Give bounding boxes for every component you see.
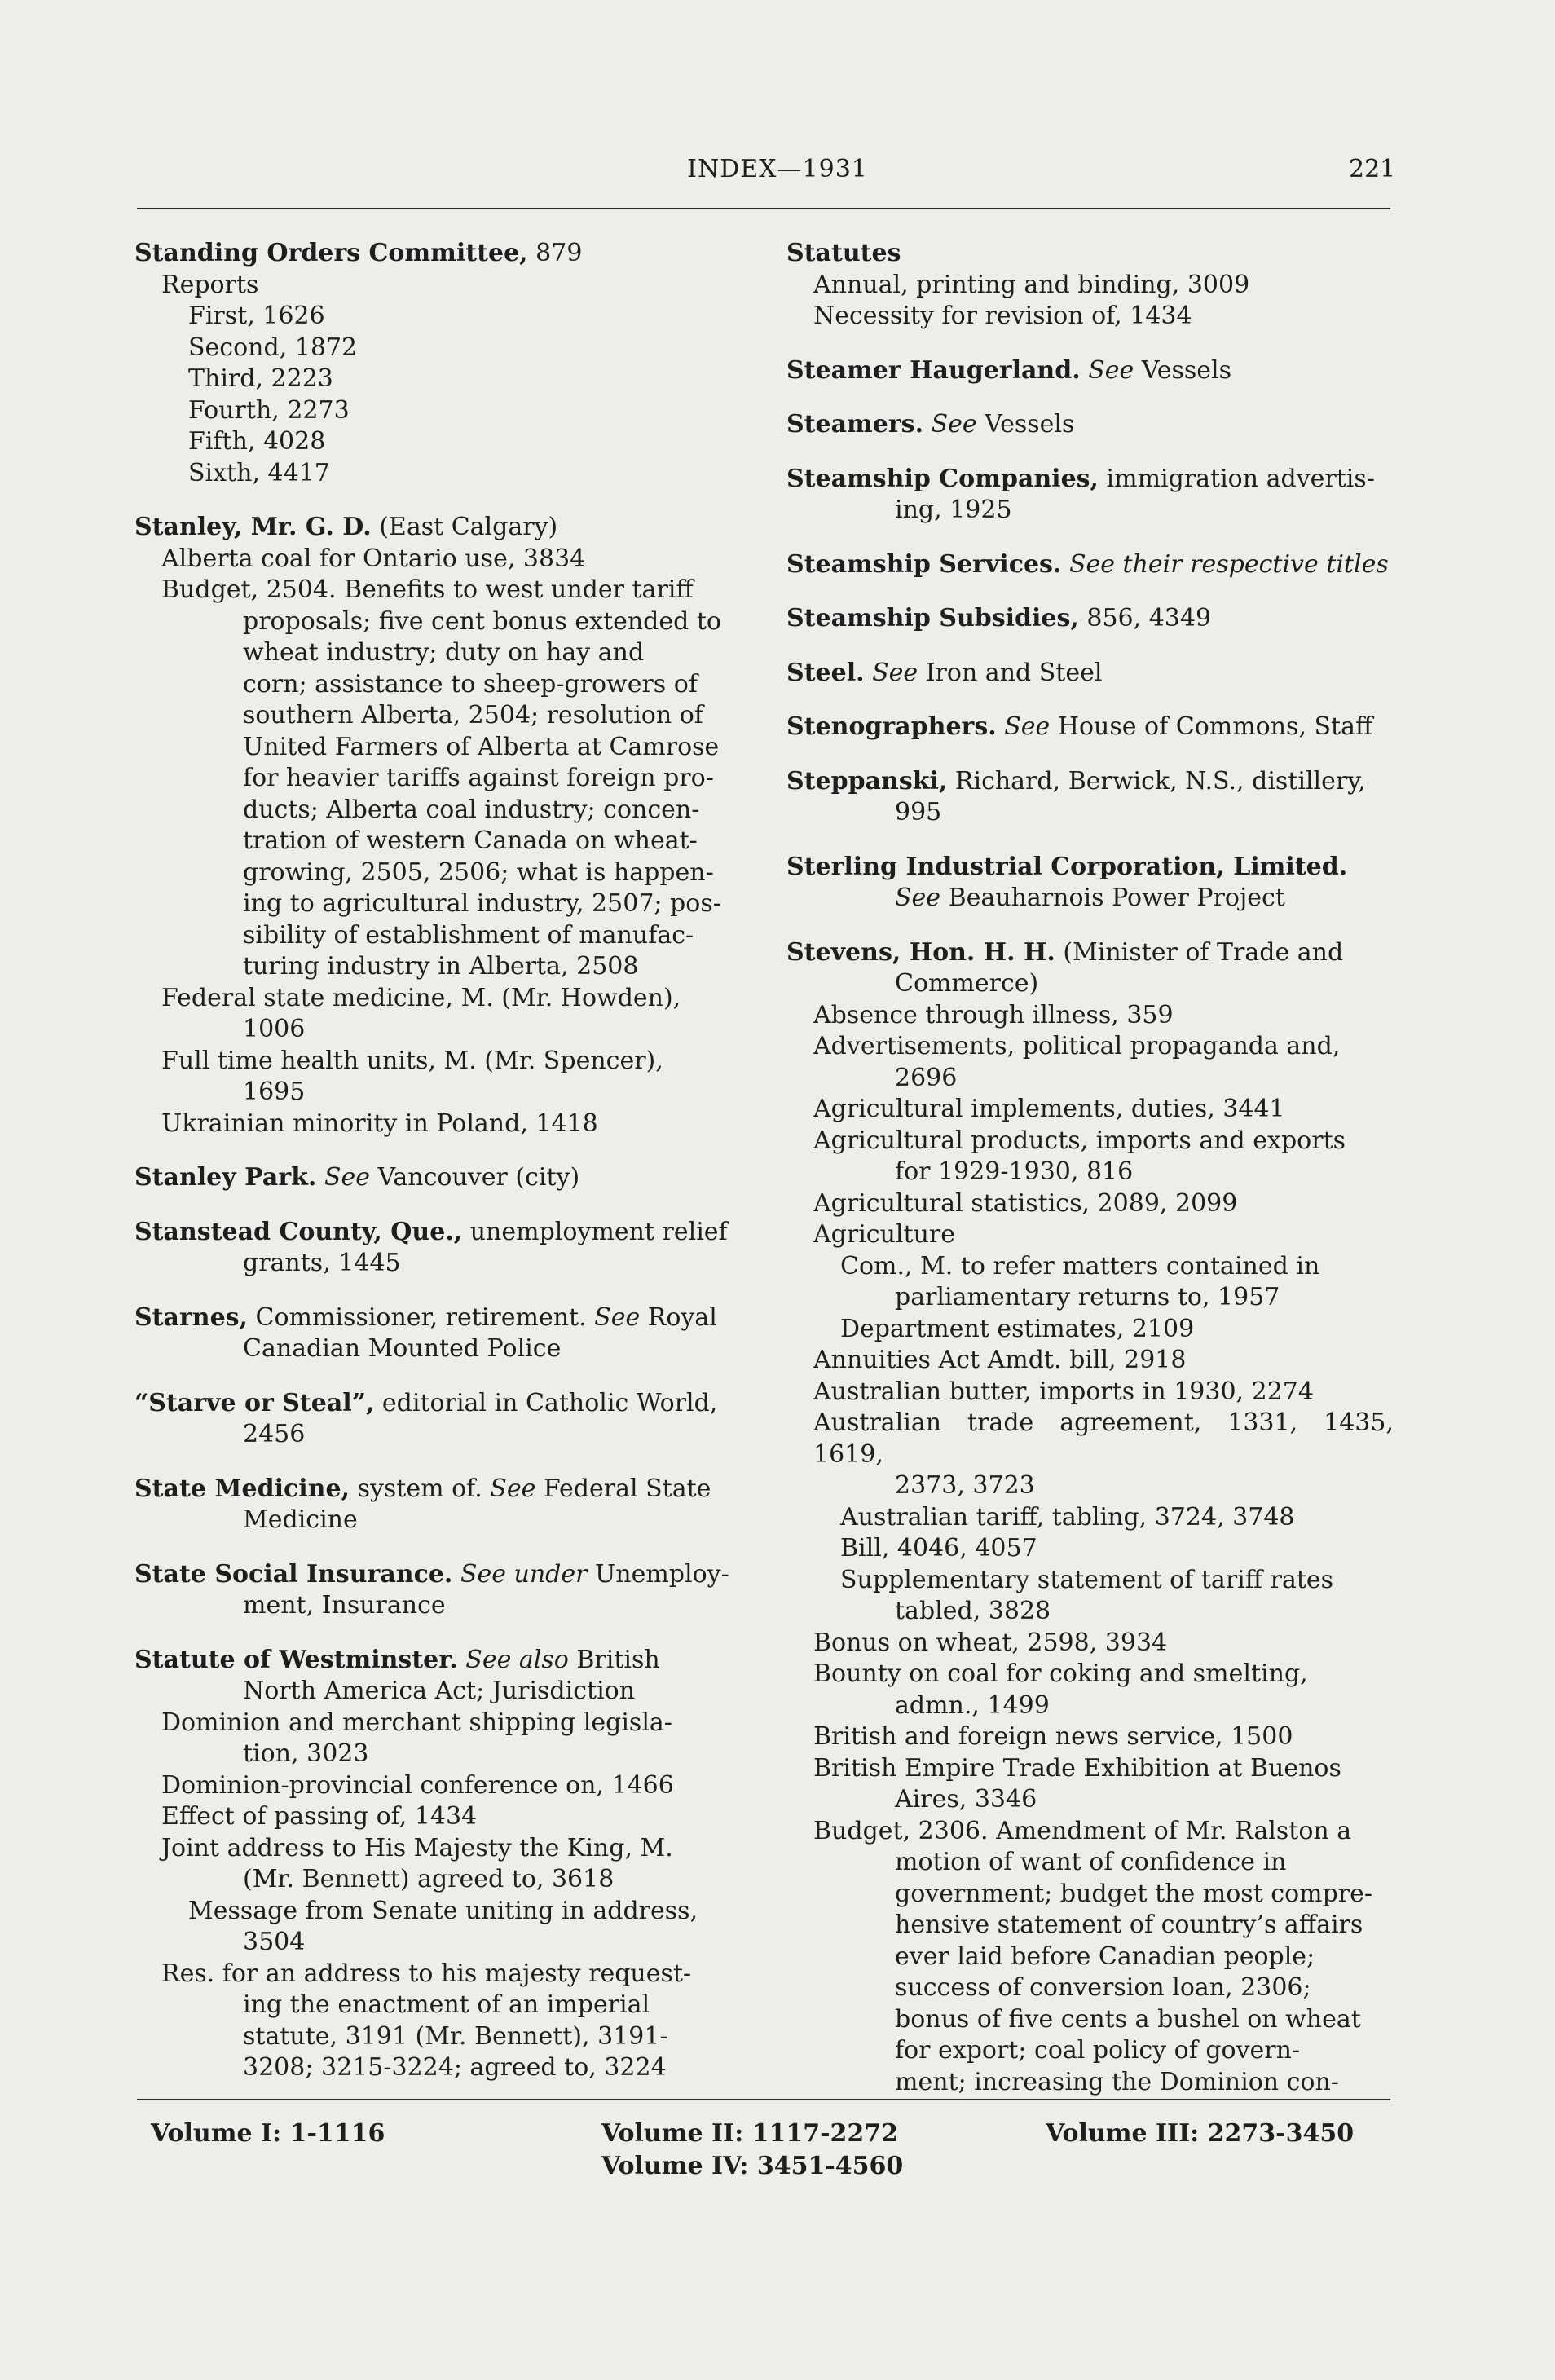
entry-text: tration of western Canada on wheat- — [243, 826, 698, 855]
index-subentry-line — [134, 826, 750, 857]
index-heading-line — [786, 712, 1394, 743]
entry-text: admn., 1499 — [895, 1690, 1050, 1720]
entry-text: Bounty on coal for coking and smelting, — [813, 1659, 1308, 1688]
index-subentry-line — [786, 1753, 1394, 1785]
index-entry — [786, 464, 1394, 527]
entry-text: 1006 — [243, 1015, 306, 1043]
entry-text: Dominion and merchant shipping legisla- — [161, 1708, 672, 1737]
entry-text: wheat industry; duty on hay and — [243, 638, 645, 667]
entry-term: Steamship Companies, — [786, 464, 1099, 493]
entry-text: Message from Senate uniting in address, — [188, 1896, 698, 1925]
index-subentry-line — [786, 1188, 1394, 1220]
entry-text: 3208; 3215-3224; agreed to, 3224 — [243, 2053, 667, 2082]
index-subentry-line — [786, 1377, 1394, 1408]
index-subentry-line — [786, 883, 1394, 915]
entry-text: system of. — [350, 1474, 491, 1503]
index-subentry-line — [134, 301, 750, 333]
index-subentry-line — [786, 1972, 1394, 2004]
entry-text: Alberta coal for Ontario use, 3834 — [161, 544, 586, 573]
index-subentry-line — [786, 1847, 1394, 1879]
entry-text: 995 — [895, 798, 942, 826]
entry-text: sibility of establishment of manufac- — [243, 920, 694, 950]
entry-text: Advertisements, political propaganda and, — [813, 1032, 1341, 1060]
entry-text: Res. for an address to his majesty request- — [161, 1959, 692, 1988]
index-subentry-line — [786, 1000, 1394, 1032]
index-subentry-line — [786, 1910, 1394, 1941]
entry-text: (Mr. Bennett) agreed to, 3618 — [243, 1865, 615, 1893]
index-subentry-line — [134, 458, 750, 490]
entry-text: Australian trade agreement, 1331, 1435, 1619, — [813, 1408, 1394, 1469]
index-subentry-line — [786, 301, 1394, 333]
entry-text: Annual, printing and binding, 3009 — [813, 270, 1250, 299]
cross-reference-cue: See — [594, 1302, 641, 1332]
entry-text: (Minister of Trade and — [1055, 937, 1344, 967]
index-subentry-line — [134, 1708, 750, 1739]
entry-text: Supplementary statement of tariff rates — [840, 1565, 1334, 1594]
index-subentry-line — [134, 1770, 750, 1802]
entry-text: British Empire Trade Exhibition at Buenos — [813, 1753, 1341, 1783]
index-subentry-line — [134, 270, 750, 302]
index-heading-line — [786, 852, 1394, 884]
index-subentry-line — [786, 968, 1394, 1000]
index-entry — [786, 238, 1394, 333]
index-subentry-line — [134, 575, 750, 606]
entry-text: government; budget the most compre- — [895, 1879, 1373, 1908]
entry-text — [865, 659, 873, 687]
entry-text: ever laid before Canadian people; — [895, 1941, 1315, 1971]
index-subentry-line — [134, 1419, 750, 1451]
cross-reference-cue: See their respective titles — [1068, 549, 1389, 579]
entry-text: Medicine — [243, 1505, 358, 1534]
entry-text: Necessity for revision of, 1434 — [813, 302, 1192, 330]
index-subentry-line — [786, 270, 1394, 302]
index-entry — [134, 1388, 750, 1451]
entry-text: Agricultural implements, duties, 3441 — [813, 1095, 1285, 1123]
entry-text: Bill, 4046, 4057 — [840, 1534, 1037, 1562]
index-subentry-line — [786, 1721, 1394, 1753]
index-subentry-line — [786, 2004, 1394, 2036]
index-subentry-line — [134, 763, 750, 795]
entry-term: Stanley, Mr. G. D. — [134, 513, 372, 541]
entry-text: Budget, 2504. Benefits to west under tariff — [161, 575, 694, 604]
entry-text: Full time health units, M. (Mr. Spencer), — [161, 1046, 663, 1075]
index-subentry-line — [786, 1565, 1394, 1597]
entry-text: 2456 — [243, 1420, 306, 1448]
entry-term: Steamship Subsidies, — [786, 604, 1079, 632]
entry-text: Richard, Berwick, N.S., distillery, — [947, 766, 1366, 796]
entry-text: Vancouver (city) — [369, 1163, 580, 1192]
entry-text: ment, Insurance — [243, 1591, 446, 1620]
entry-text: Australian tariff, tabling, 3724, 3748 — [840, 1502, 1295, 1532]
entry-term: Statute of Westminster. — [134, 1645, 458, 1674]
entry-text: Reports — [161, 270, 259, 299]
entry-text: ducts; Alberta coal industry; concen- — [243, 795, 700, 824]
index-subentry-line — [786, 1502, 1394, 1534]
entry-text: North America Act; Jurisdiction — [243, 1677, 636, 1705]
entry-term: Stenographers. — [786, 712, 997, 741]
entry-text: motion of want of confidence in — [895, 1848, 1287, 1876]
index-entry — [134, 1217, 750, 1280]
index-entry — [786, 658, 1394, 690]
index-subentry-line — [786, 1816, 1394, 1848]
index-subentry-line — [786, 2035, 1394, 2067]
index-subentry-line — [134, 364, 750, 395]
entry-term: Starnes, — [134, 1302, 248, 1332]
index-heading-line — [786, 549, 1394, 581]
entry-text: Vessels — [976, 410, 1075, 439]
index-subentry-line — [134, 1248, 750, 1280]
index-subentry-line — [134, 1896, 750, 1928]
index-subentry-line — [786, 1251, 1394, 1283]
entry-text: Fourth, 2273 — [188, 395, 350, 425]
entry-text — [316, 1163, 324, 1192]
entry-text: editorial in Catholic World, — [374, 1388, 718, 1417]
footer-rule — [137, 2099, 1390, 2100]
volume-range-4: Volume IV: 3451-4560 — [601, 2152, 904, 2180]
entry-text — [452, 1560, 460, 1589]
entry-text: Aires, 3346 — [895, 1785, 1037, 1814]
entry-text: Agricultural products, imports and exports — [813, 1126, 1346, 1155]
entry-text: tion, 3023 — [243, 1739, 369, 1768]
entry-text: Unemploy- — [587, 1559, 729, 1589]
index-subentry-line — [786, 1408, 1394, 1470]
index-subentry-line — [786, 1094, 1394, 1126]
index-heading-line — [134, 1162, 750, 1194]
index-subentry-line — [134, 1077, 750, 1108]
index-subentry-line — [134, 1046, 750, 1078]
index-entry — [134, 238, 750, 489]
entry-term: “Starve or Steal”, — [134, 1388, 375, 1417]
index-subentry-line — [786, 1596, 1394, 1628]
index-subentry-line — [786, 1031, 1394, 1063]
index-subentry-line — [786, 1126, 1394, 1157]
cross-reference-cue: See also — [465, 1645, 569, 1674]
header-rule — [137, 208, 1390, 209]
index-subentry-line — [786, 1659, 1394, 1690]
entry-text: First, 1626 — [188, 302, 325, 330]
index-entry — [786, 712, 1394, 743]
index-subentry-line — [786, 1063, 1394, 1095]
index-entry — [786, 355, 1394, 387]
index-subentry-line — [134, 1927, 750, 1959]
index-subentry-line — [786, 2067, 1394, 2099]
entry-text — [1081, 356, 1089, 385]
entry-text: Ukrainian minority in Poland, 1418 — [161, 1108, 598, 1138]
index-entry — [786, 549, 1394, 581]
index-heading-line — [134, 1388, 750, 1420]
index-subentry-line — [134, 920, 750, 952]
index-entry — [134, 1559, 750, 1622]
entry-text: immigration advertis- — [1098, 464, 1375, 493]
index-subentry-line — [134, 1505, 750, 1536]
index-subentry-line — [786, 1690, 1394, 1722]
entry-text — [458, 1646, 466, 1674]
index-heading-line — [786, 937, 1394, 969]
entry-text: corn; assistance to sheep-growers of — [243, 669, 698, 699]
entry-text: Fifth, 4028 — [188, 427, 326, 456]
cross-reference-cue: See — [931, 410, 977, 439]
entry-text: Commissioner, retirement. — [248, 1302, 595, 1332]
entry-text — [923, 410, 932, 439]
entry-term: Stanley Park. — [134, 1163, 317, 1192]
index-subentry-line — [134, 1864, 750, 1896]
index-entry — [134, 1645, 750, 2084]
index-entry — [786, 409, 1394, 441]
index-subentry-line — [134, 1333, 750, 1365]
index-subentry-line — [134, 857, 750, 889]
index-subentry-line — [786, 1470, 1394, 1502]
index-entry — [134, 1302, 750, 1365]
cross-reference-cue: See — [1088, 355, 1134, 385]
index-heading-line — [786, 603, 1394, 635]
entry-text: hensive statement of country’s affairs — [895, 1911, 1363, 1939]
index-subentry-line — [134, 333, 750, 364]
entry-text: grants, 1445 — [243, 1249, 401, 1277]
entry-term: Steamers. — [786, 410, 924, 439]
page-title: INDEX—1931 — [687, 155, 868, 183]
entry-text: House of Commons, Staff — [1050, 712, 1373, 741]
cross-reference-cue: See — [895, 884, 941, 912]
index-subentry-line — [134, 2021, 750, 2053]
index-subentry-line — [786, 495, 1394, 527]
entry-text: 2696 — [895, 1063, 958, 1092]
index-heading-line — [134, 1217, 750, 1249]
entry-term: Statutes — [786, 239, 901, 267]
left-index-column — [134, 238, 750, 2084]
index-entry — [134, 512, 750, 1139]
index-heading-line — [786, 409, 1394, 441]
index-subentry-line — [134, 700, 750, 732]
cross-reference-cue: See under — [460, 1559, 588, 1589]
index-subentry-line — [134, 669, 750, 701]
entry-text: Dominion-provincial conference on, 1466 — [161, 1770, 674, 1800]
index-heading-line — [134, 238, 750, 270]
index-subentry-line — [134, 732, 750, 764]
index-entry — [134, 1162, 750, 1194]
entry-text: Effect of passing of, 1434 — [161, 1802, 478, 1831]
entry-text: ing, 1925 — [895, 496, 1012, 524]
entry-text: ing the enactment of an imperial — [243, 1990, 650, 2019]
index-subentry-line — [786, 1533, 1394, 1565]
index-heading-line — [786, 658, 1394, 690]
entry-text: growing, 2505, 2506; what is happen- — [243, 857, 714, 887]
entry-text: British and foreign news service, 1500 — [813, 1722, 1293, 1751]
index-subentry-line — [134, 2052, 750, 2084]
entry-text: Vessels — [1134, 355, 1232, 385]
index-subentry-line — [134, 795, 750, 826]
index-subentry-line — [134, 951, 750, 983]
index-heading-line — [134, 1474, 750, 1505]
index-subentry-line — [786, 1345, 1394, 1377]
index-subentry-line — [786, 1941, 1394, 1973]
entry-text: 856, 4349 — [1078, 604, 1212, 632]
entry-text — [997, 712, 1005, 741]
index-subentry-line — [786, 1314, 1394, 1346]
entry-text: Second, 1872 — [188, 333, 358, 362]
entry-text: 2373, 3723 — [895, 1471, 1035, 1500]
entry-term: State Social Insurance. — [134, 1559, 453, 1589]
entry-text: for 1929-1930, 816 — [895, 1157, 1134, 1186]
entry-text: success of conversion loan, 2306; — [895, 1973, 1311, 2002]
entry-text: proposals; five cent bonus extended to — [243, 606, 721, 636]
index-subentry-line — [134, 1014, 750, 1046]
index-heading-line — [134, 1645, 750, 1677]
entry-term: State Medicine, — [134, 1474, 350, 1503]
volume-range-2: Volume II: 1117-2272 — [601, 2119, 899, 2148]
right-index-column — [786, 238, 1394, 2098]
entry-text: Commerce) — [895, 969, 1039, 998]
index-heading-line — [786, 464, 1394, 496]
index-subentry-line — [134, 1108, 750, 1140]
entry-text: Royal — [640, 1302, 717, 1332]
entry-text: for export; coal policy of govern- — [895, 2036, 1301, 2065]
entry-text: Annuities Act Amdt. bill, 2918 — [813, 1346, 1187, 1374]
index-subentry-line — [134, 1833, 750, 1865]
index-subentry-line — [786, 1784, 1394, 1816]
entry-text: Beauharnois Power Project — [940, 884, 1285, 912]
cross-reference-cue: See — [324, 1163, 370, 1192]
entry-term: Stanstead County, Que., — [134, 1217, 463, 1246]
entry-text: ing to agricultural industry, 2507; pos- — [243, 889, 721, 918]
entry-text: (East Calgary) — [371, 513, 558, 541]
entry-text: Canadian Mounted Police — [243, 1334, 562, 1363]
index-subentry-line — [134, 426, 750, 458]
index-entry — [786, 603, 1394, 635]
entry-text: Agricultural statistics, 2089, 2099 — [813, 1188, 1238, 1218]
entry-text: Federal state medicine, M. (Mr. Howden), — [161, 983, 681, 1012]
cross-reference-cue: See — [490, 1474, 536, 1503]
entry-text — [1061, 550, 1069, 579]
entry-text: for heavier tariffs against foreign pro- — [243, 764, 714, 792]
entry-text: Sixth, 4417 — [188, 458, 330, 487]
entry-text: ment; increasing the Dominion con- — [895, 2067, 1339, 2096]
volume-range-3: Volume III: 2273-3450 — [1046, 2119, 1355, 2148]
index-subentry-line — [134, 1739, 750, 1770]
entry-text: Bonus on wheat, 2598, 3934 — [813, 1628, 1168, 1657]
index-subentry-line — [134, 888, 750, 920]
entry-text: southern Alberta, 2504; resolution of — [243, 701, 703, 729]
entry-term: Stevens, Hon. H. H. — [786, 937, 1055, 967]
index-heading-line — [786, 766, 1394, 798]
index-subentry-line — [134, 544, 750, 575]
entry-text: tabled, 3828 — [895, 1597, 1051, 1625]
index-subentry-line — [786, 1628, 1394, 1659]
index-subentry-line — [134, 983, 750, 1015]
entry-text: bonus of five cents a bushel on wheat — [895, 2004, 1361, 2034]
index-subentry-line — [786, 1282, 1394, 1314]
entry-text: turing industry in Alberta, 2508 — [243, 952, 639, 981]
index-subentry-line — [134, 637, 750, 669]
index-heading-line — [134, 512, 750, 544]
page-number: 221 — [1349, 155, 1396, 183]
index-subentry-line — [134, 1676, 750, 1708]
index-heading-line — [134, 1302, 750, 1334]
entry-text: Absence through illness, 359 — [813, 1000, 1174, 1029]
index-subentry-line — [134, 395, 750, 427]
entry-text: 3504 — [243, 1928, 306, 1956]
entry-text: Budget, 2306. Amendment of Mr. Ralston a — [813, 1816, 1352, 1845]
index-subentry-line — [134, 1801, 750, 1833]
index-subentry-line — [786, 797, 1394, 829]
entry-text: parliamentary returns to, 1957 — [895, 1283, 1280, 1311]
entry-text: Australian butter, imports in 1930, 2274 — [813, 1377, 1314, 1406]
entry-text: unemployment relief — [462, 1217, 728, 1246]
index-subentry-line — [786, 1879, 1394, 1911]
index-subentry-line — [134, 1990, 750, 2021]
volume-range-1: Volume I: 1-1116 — [151, 2119, 385, 2148]
cross-reference-cue: See — [872, 658, 918, 687]
index-entry — [786, 937, 1394, 2099]
entry-text: 879 — [527, 239, 583, 267]
entry-text: Department estimates, 2109 — [840, 1314, 1195, 1343]
index-subentry-line — [134, 1959, 750, 1990]
index-heading-line — [134, 1559, 750, 1591]
entry-term: Steamer Haugerland. — [786, 355, 1081, 385]
entry-text: Iron and Steel — [918, 658, 1103, 687]
entry-text: Federal State — [535, 1474, 711, 1503]
entry-term: Steppanski, — [786, 766, 948, 796]
index-entry — [786, 852, 1394, 915]
index-subentry-line — [134, 606, 750, 638]
entry-text: Third, 2223 — [188, 364, 333, 393]
index-heading-line — [786, 355, 1394, 387]
index-entry — [134, 1474, 750, 1536]
index-subentry-line — [786, 1157, 1394, 1188]
index-subentry-line — [134, 1590, 750, 1622]
entry-term: Standing Orders Committee, — [134, 239, 528, 267]
entry-text: Com., M. to refer matters contained in — [840, 1251, 1320, 1280]
entry-text: British — [568, 1645, 660, 1674]
entry-text: Agriculture — [813, 1220, 955, 1249]
index-entry — [786, 766, 1394, 829]
entry-term: Sterling Industrial Corporation, Limited. — [786, 852, 1348, 881]
entry-text: 1695 — [243, 1078, 306, 1106]
entry-text: statute, 3191 (Mr. Bennett), 3191- — [243, 2021, 668, 2051]
entry-text: Joint address to His Majesty the King, M. — [161, 1833, 673, 1862]
cross-reference-cue: See — [1004, 712, 1051, 741]
entry-term: Steel. — [786, 658, 865, 687]
entry-term: Steamship Services. — [786, 549, 1062, 579]
entry-text: United Farmers of Alberta at Camrose — [243, 732, 720, 761]
index-heading-line — [786, 238, 1394, 270]
index-subentry-line — [786, 1219, 1394, 1251]
